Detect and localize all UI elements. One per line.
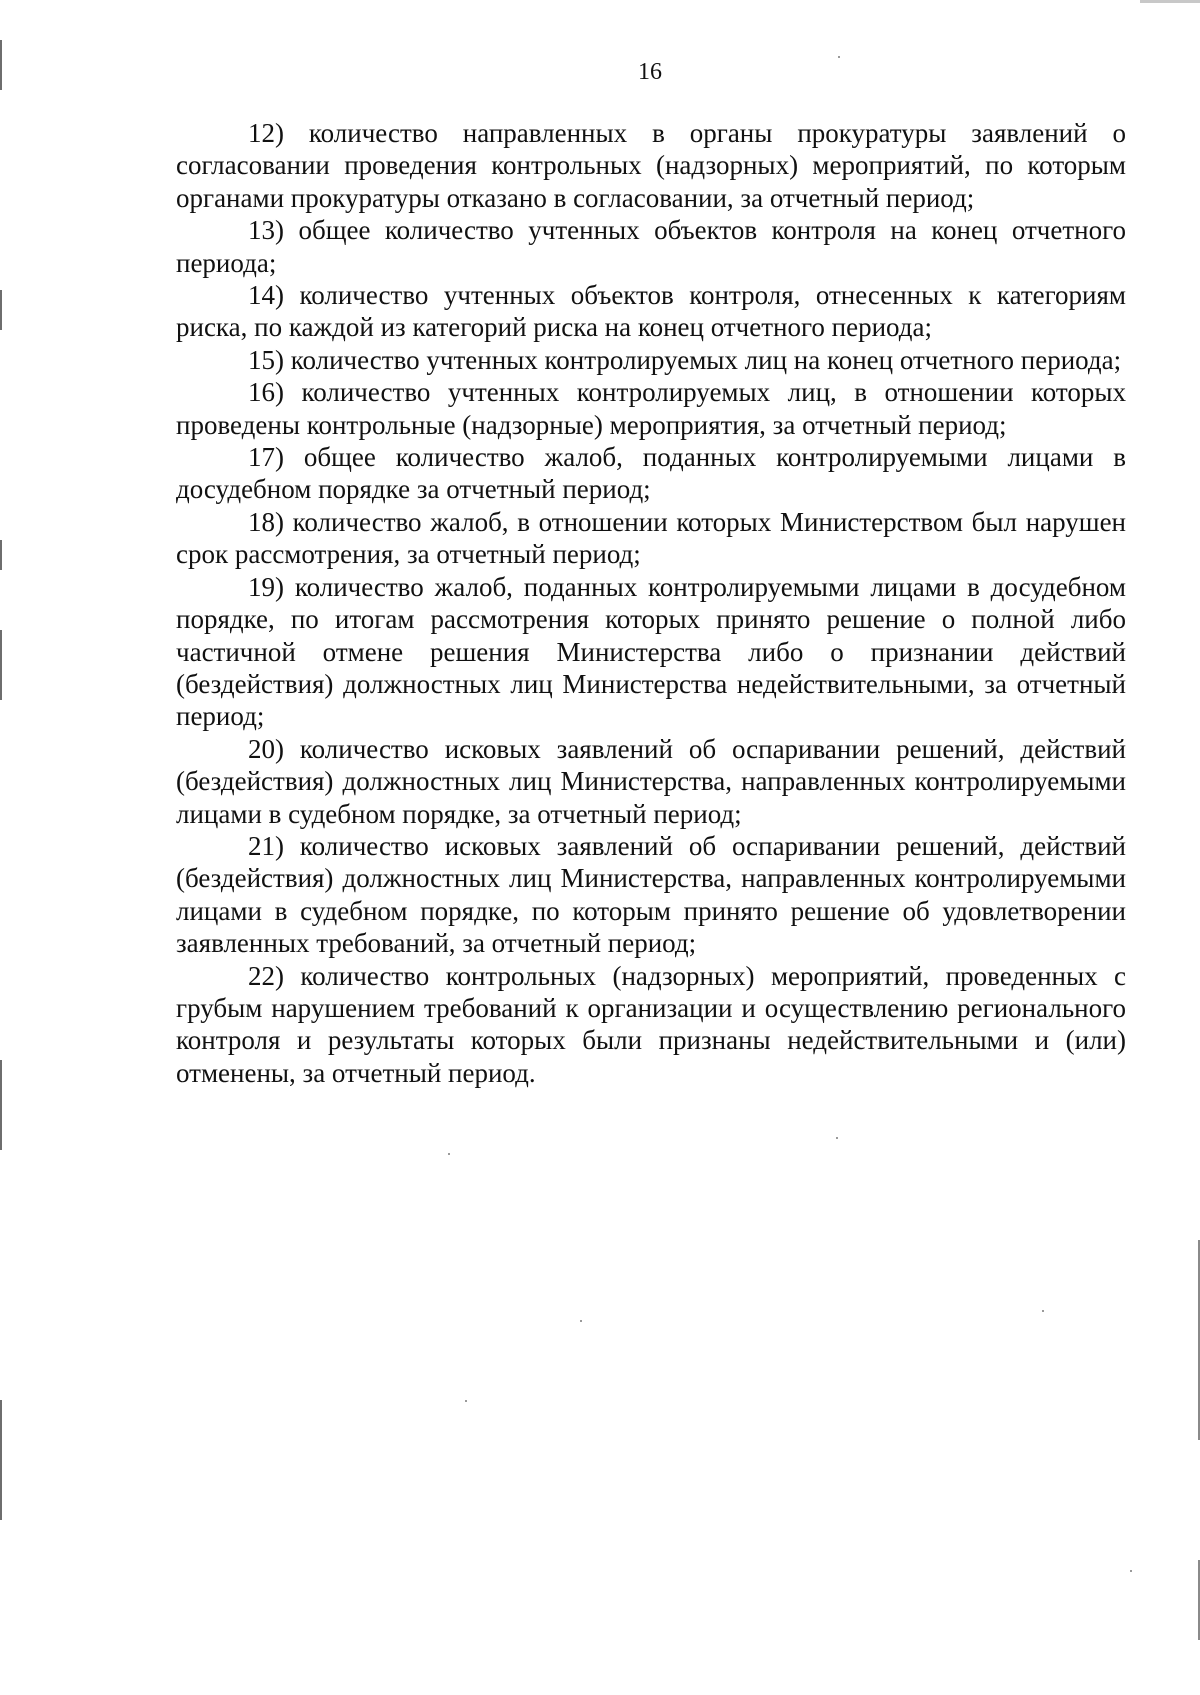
scan-edge-left (0, 290, 2, 330)
list-item-13: 13) общее количество учтенных объектов контроля на конец отчетного периода; (176, 215, 1126, 278)
scan-edge-left (0, 540, 2, 570)
scan-speck (1130, 1570, 1132, 1572)
scan-speck (1042, 1310, 1044, 1312)
scan-edge-left (0, 1400, 2, 1520)
list-item-12: 12) количество направленных в органы прокуратуры заявлений о согласовании проведения контрольных (надзорных) мероприятий, по которым органами прокуратуры отказано в согласовании, за отчетный период; (176, 118, 1126, 213)
scan-speck (580, 1320, 582, 1322)
page-number: 16 (638, 59, 662, 85)
list-item-15: 15) количество учтенных контролируемых лиц на конец отчетного периода; (248, 344, 1122, 375)
scan-edge-left (0, 1060, 2, 1150)
scan-speck (836, 1137, 838, 1139)
list-item-17: 17) общее количество жалоб, поданных контролируемыми лицами в досудебном порядке за отчетный период; (176, 442, 1126, 505)
list-item-16: 16) количество учтенных контролируемых лиц, в отношении которых проведены контрольные (надзорные) мероприятия, за отчетный период; (176, 377, 1126, 440)
scan-speck (465, 1400, 467, 1402)
list-item-19: 19) количество жалоб, поданных контролируемыми лицами в досудебном порядке, по итогам рассмотрения которых принято решение о полной либо частичной отмене решения Министерства либо о признании действий (бездействия) должностных лиц Министерства недействительными, за отчетный период; (176, 571, 1126, 732)
list-item-14: 14) количество учтенных объектов контроля, отнесенных к категориям риска, по каждой из категорий риска на конец отчетного периода; (176, 280, 1126, 343)
list-item-22: 22) количество контрольных (надзорных) мероприятий, проведенных с грубым нарушением требований к организации и осуществлению регионального контроля и результаты которых были признаны недействительными и (или) отменены, за отчетный период. (176, 960, 1126, 1088)
scan-edge-left (0, 630, 2, 700)
list-item-18: 18) количество жалоб, в отношении которых Министерством был нарушен срок рассмотрения, за отчетный период; (176, 506, 1126, 570)
list-item-21: 21) количество исковых заявлений об оспаривании решений, действий (бездействия) должностных лиц Министерства, направленных контролируемыми лицами в судебном порядке, по которым принято решение об удовлетворении заявленных требований, за отчетный период; (176, 830, 1126, 959)
list-item-20: 20) количество исковых заявлений об оспаривании решений, действий (бездействия) должностных лиц Министерства, направленных контролируемыми лицами в судебном порядке, за отчетный период; (176, 733, 1126, 829)
document-body (176, 117, 1126, 1089)
scan-speck (448, 1153, 450, 1155)
scan-artifact (1140, 0, 1200, 3)
